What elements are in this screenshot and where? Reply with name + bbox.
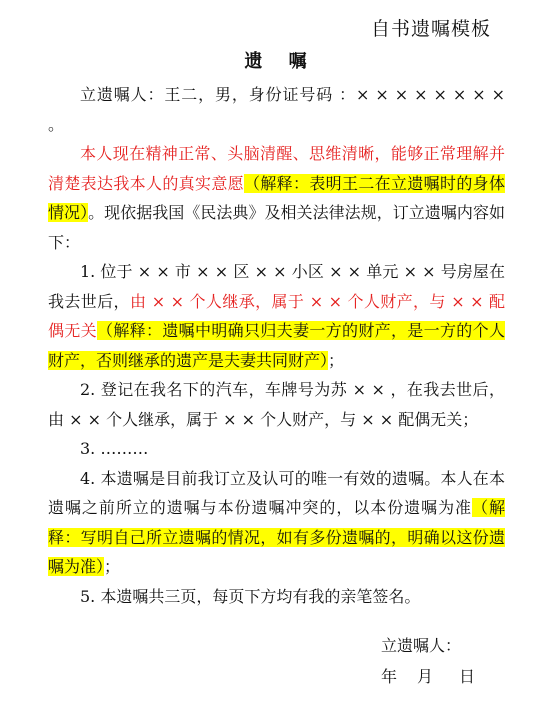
item-4-end: ； — [104, 557, 121, 576]
testator-info: 立遗嘱人：王二，男，身份证号码 ：× × × × × × × × 。 — [48, 85, 505, 134]
date-year: 年 — [381, 667, 398, 686]
item-1-inheritance: 由 × × 个人继承，属于 × × 个人财产，与 × × 配偶无关 — [48, 291, 505, 340]
item-1-end: ； — [328, 350, 345, 370]
legal-basis-text: 。现依据我国《民法典》及相关法律法规，订立遗嘱内容如下： — [48, 203, 505, 252]
paragraph-testator — [48, 80, 505, 139]
item-2-car: 2. 登记在我名下的汽车，车牌号为苏 × × ，在我去世后，由 × × 个人继承，属于 × × 个人财产，与 × × 配偶无关； — [48, 380, 505, 429]
annotation-multiple-wills: （解释：写明自己所立遗嘱的情况，如有多份遗嘱的，明确以这份遗嘱为准） — [48, 498, 505, 576]
paragraph-item-1 — [48, 257, 505, 375]
paragraph-item-3 — [48, 434, 505, 464]
item-3-ellipsis: 3. ……… — [80, 439, 149, 458]
signer-label: 立遗嘱人： — [381, 636, 462, 655]
date-day: 日 — [459, 667, 476, 686]
document-title: 遗 嘱 — [244, 51, 317, 72]
paragraph-mental-state — [48, 139, 505, 257]
paragraph-item-5 — [48, 582, 505, 612]
paragraph-item-2 — [48, 375, 505, 434]
annotation-mental-state: （解释：表明王二在立遗嘱时的身体情况） — [48, 173, 505, 222]
annotation-personal-property: （解释：遗嘱中明确只归夫妻一方的财产，是一方的个人财产，否则继承的遗产是夫妻共同财产） — [48, 321, 505, 370]
date-month: 月 — [417, 667, 434, 686]
item-1-property: 1. 位于 × × 市 × × 区 × × 小区 × × 单元 × × 号房屋在我去世后， — [48, 262, 505, 311]
mental-state-statement: 本人现在精神正常、头脑清醒、思维清晰，能够正常理解并清楚表达我本人的真实意愿 — [48, 144, 505, 193]
date-line — [381, 664, 475, 687]
item-5-pages: 5. 本遗嘱共三页，每页下方均有我的亲笔签名。 — [80, 586, 421, 606]
document-body — [48, 80, 505, 611]
paragraph-item-4 — [48, 464, 505, 582]
template-name: 自书遗嘱模板 — [370, 18, 491, 40]
item-4-validity: 4. 本遗嘱是目前我订立及认可的唯一有效的遗嘱。本人在本遗嘱之前所立的遗嘱与本份遗嘱冲突的，以本份遗嘱为准 — [48, 468, 505, 517]
